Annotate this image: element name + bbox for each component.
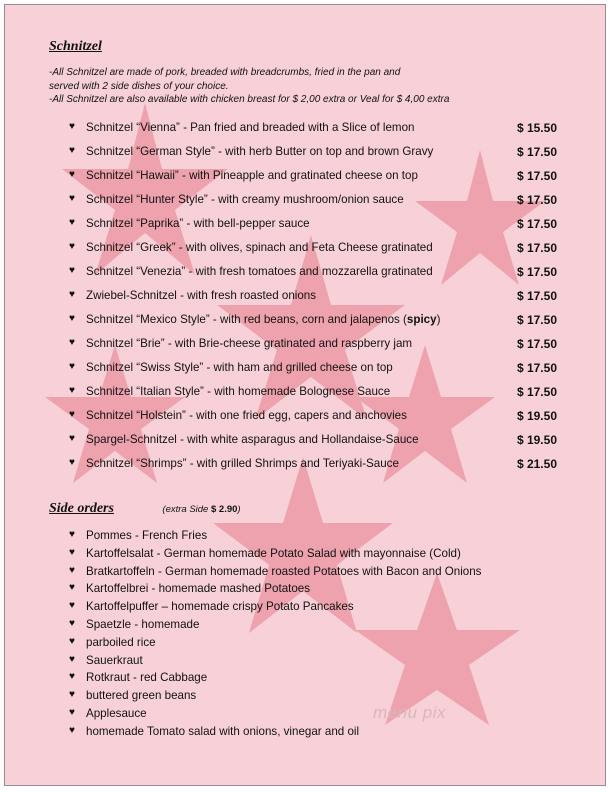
menu-item-description: Schnitzel “Mexico Style” - with red beans, corn and jalapenos (spicy) xyxy=(86,313,441,326)
menu-item-price: $ 21.50 xyxy=(516,457,557,471)
heart-bullet-icon: ♥ xyxy=(69,618,75,629)
side-order-label: buttered green beans xyxy=(86,689,197,703)
heart-bullet-icon: ♥ xyxy=(69,313,75,324)
menu-item-price: $ 17.50 xyxy=(516,361,557,375)
side-order-label: Kartoffelsalat - German homemade Potato Salad with mayonnaise (Cold) xyxy=(86,546,461,560)
menu-item xyxy=(69,289,557,307)
menu-item-price: $ 17.50 xyxy=(516,265,557,279)
menu-item-description: Schnitzel “Italian Style” - with homemade Bolognese Sauce xyxy=(86,385,391,398)
menu-item-price: $ 17.50 xyxy=(516,145,557,159)
side-order-label: homemade Tomato salad with onions, vinegar and oil xyxy=(86,724,360,738)
side-order-label: Pommes - French Fries xyxy=(86,529,208,542)
side-orders-header xyxy=(49,499,241,519)
menu-item-description: Schnitzel “Vienna” - Pan fried and breaded with a Slice of lemon xyxy=(86,121,415,134)
heart-bullet-icon: ♥ xyxy=(69,671,75,683)
menu-item-price: $ 19.50 xyxy=(516,409,557,423)
menu-item xyxy=(69,409,557,427)
menu-item-description: Zwiebel-Schnitzel - with fresh roasted onions xyxy=(86,289,317,302)
side-order-label: Rotkraut - red Cabbage xyxy=(86,671,208,685)
watermark: menu pix xyxy=(373,703,446,722)
menu-item-price: $ 17.50 xyxy=(516,193,557,207)
side-order-label: Spaetzle - homemade xyxy=(86,618,200,631)
heart-bullet-icon: ♥ xyxy=(69,564,75,576)
heart-bullet-icon: ♥ xyxy=(69,600,75,612)
heart-bullet-icon: ♥ xyxy=(69,385,75,396)
heart-bullet-icon: ♥ xyxy=(69,337,75,348)
menu-item xyxy=(69,385,557,403)
menu-item-description: Schnitzel “Swiss Style” - with ham and grilled cheese on top xyxy=(86,361,393,374)
menu-item xyxy=(69,217,557,235)
menu-page xyxy=(4,4,606,786)
menu-item xyxy=(69,169,557,187)
menu-item-description: Schnitzel “Greek” - with olives, spinach and Feta Cheese gratinated xyxy=(86,241,433,254)
menu-item xyxy=(69,193,557,211)
menu-item-price: $ 17.50 xyxy=(516,337,557,351)
side-order-label: Bratkartoffeln - German homemade roasted Potatoes with Bacon and Onions xyxy=(86,564,482,578)
heart-bullet-icon: ♥ xyxy=(69,193,75,204)
menu-item-description: Schnitzel “Venezia” - with fresh tomatoes and mozzarella gratinated xyxy=(86,265,433,278)
heart-bullet-icon: ♥ xyxy=(69,121,75,132)
heart-bullet-icon: ♥ xyxy=(69,433,75,444)
menu-item xyxy=(69,241,557,259)
side-order-label: Kartoffelpuffer – homemade crispy Potato Pancakes xyxy=(86,600,354,614)
menu-item-description: Schnitzel “Hawaii” - with Pineapple and gratinated cheese on top xyxy=(86,169,418,182)
extra-side-price: $ 2.90 xyxy=(210,504,238,515)
heart-bullet-icon: ♥ xyxy=(69,217,75,228)
side-order-label: parboiled rice xyxy=(86,635,156,649)
note-line: -All Schnitzel are also available with chicken breast for $ 2,00 extra or Veal for $ 4,00 extra xyxy=(49,94,450,105)
menu-item-description: Schnitzel “Shrimps” - with grilled Shrimps and Teriyaki-Sauce xyxy=(86,457,399,470)
heart-bullet-icon: ♥ xyxy=(69,241,75,252)
menu-item xyxy=(69,265,557,283)
side-order-label: Sauerkraut xyxy=(86,653,143,667)
spicy-label: spicy xyxy=(406,313,437,326)
menu-item-price: $ 15.50 xyxy=(516,121,557,135)
heart-bullet-icon: ♥ xyxy=(69,409,75,420)
heart-bullet-icon: ♥ xyxy=(69,582,75,594)
heart-bullet-icon: ♥ xyxy=(69,265,75,276)
heart-bullet-icon: ♥ xyxy=(69,653,75,665)
heart-bullet-icon: ♥ xyxy=(69,169,75,180)
menu-item-price: $ 17.50 xyxy=(516,241,557,255)
extra-side-note: (extra Side $ 2.90) xyxy=(162,504,241,515)
heart-bullet-icon: ♥ xyxy=(69,546,75,558)
menu-item xyxy=(69,121,557,139)
heart-bullet-icon: ♥ xyxy=(69,635,75,647)
heart-bullet-icon: ♥ xyxy=(69,289,75,300)
menu-item-description: Spargel-Schnitzel - with white asparagus and Hollandaise-Sauce xyxy=(86,433,419,446)
menu-item xyxy=(69,313,557,331)
schnitzel-notes xyxy=(49,66,449,107)
note-line: -All Schnitzel are made of pork, breaded with breadcrumbs, fried in the pan and xyxy=(49,67,401,78)
menu-item xyxy=(69,337,557,355)
menu-item-price: $ 17.50 xyxy=(516,313,557,327)
schnitzel-title: Schnitzel xyxy=(49,39,102,54)
side-orders-title: Side orders xyxy=(49,501,114,516)
menu-item xyxy=(69,361,557,379)
menu-item xyxy=(69,433,557,451)
heart-bullet-icon: ♥ xyxy=(69,457,75,468)
heart-bullet-icon: ♥ xyxy=(69,361,75,372)
heart-bullet-icon: ♥ xyxy=(69,724,75,736)
menu-item-price: $ 17.50 xyxy=(516,217,557,231)
heart-bullet-icon: ♥ xyxy=(69,689,75,701)
heart-bullet-icon: ♥ xyxy=(69,707,75,718)
heart-bullet-icon: ♥ xyxy=(69,145,75,156)
menu-item-price: $ 19.50 xyxy=(516,433,557,447)
menu-item-description: Schnitzel “Brie” - with Brie-cheese gratinated and raspberry jam xyxy=(86,337,413,350)
menu-item-description: Schnitzel “Hunter Style” - with creamy mushroom/onion sauce xyxy=(86,193,404,206)
menu-item-price: $ 17.50 xyxy=(516,289,557,303)
side-order-label: Applesauce xyxy=(86,707,147,720)
menu-item-description: Schnitzel “German Style” - with herb Butter on top and brown Gravy xyxy=(86,145,434,158)
side-order-label: Kartoffelbrei - homemade mashed Potatoes xyxy=(86,582,311,596)
menu-item-description: Schnitzel “Paprika” - with bell-pepper sauce xyxy=(86,217,310,230)
menu-item-price: $ 17.50 xyxy=(516,169,557,183)
note-line: served with 2 side dishes of your choice. xyxy=(49,80,229,92)
heart-bullet-icon: ♥ xyxy=(69,529,75,540)
menu-item xyxy=(69,145,557,163)
menu-item-price: $ 17.50 xyxy=(516,385,557,399)
menu-item xyxy=(69,457,557,475)
menu-item-description: Schnitzel “Holstein” - with one fried egg, capers and anchovies xyxy=(86,409,407,422)
